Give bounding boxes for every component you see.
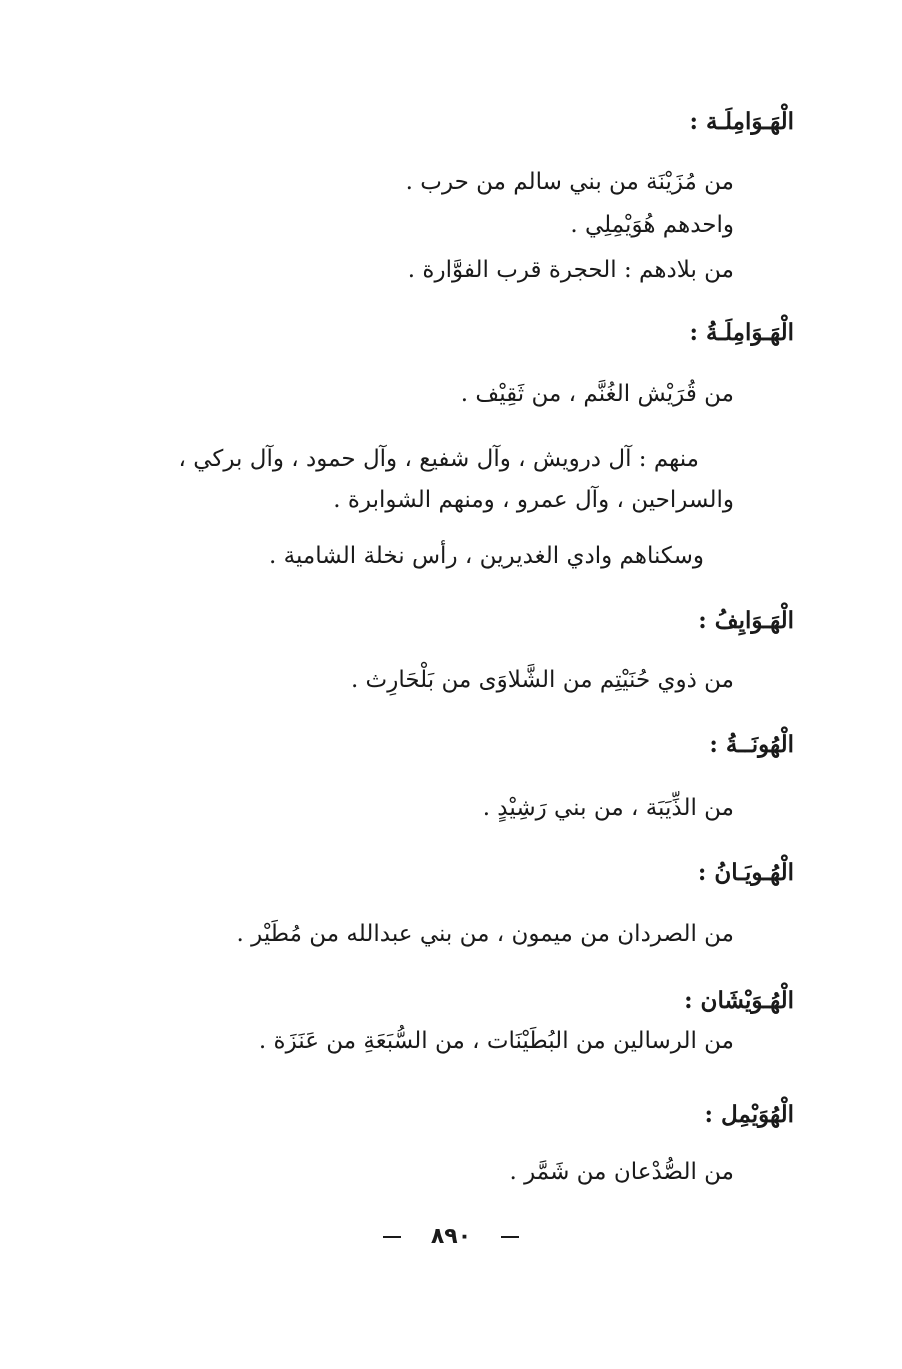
page-number: ٨٩٠ bbox=[430, 1224, 472, 1249]
entry-line: وسكناهم وادي الغديرين ، رأس نخلة الشامية . bbox=[269, 543, 704, 569]
entry-heading: الْهُـوَيْشَان : bbox=[684, 987, 794, 1014]
entry-line: والسراحين ، وآل عمرو ، ومنهم الشوابرة . bbox=[333, 487, 734, 513]
entry-heading: الْهَـوَامِلَـةُ : bbox=[689, 319, 794, 346]
entry-line: من الرسالين من البُطَيْنَات ، من السُّبَعَةِ من عَنَزَة . bbox=[258, 1028, 734, 1054]
entry-line: من الصُّدْعان من شَمَّر . bbox=[509, 1159, 734, 1185]
entry-heading: الْهُوَيْمِل : bbox=[704, 1101, 794, 1128]
dash-left bbox=[383, 1236, 401, 1238]
entry-line: منهم : آل درويش ، وآل شفيع ، وآل حمود ، وآل بركي ، bbox=[178, 446, 699, 472]
entry-line: من مُزَيْنَة من بني سالم من حرب . bbox=[405, 169, 734, 195]
entry-heading: الْهَـوَامِلَـة : bbox=[689, 108, 794, 135]
page-number-footer bbox=[0, 1224, 902, 1249]
entry-line: من الصردان من ميمون ، من بني عبدالله من مُطَيْر . bbox=[236, 921, 734, 947]
entry-line: من بلادهم : الحجرة قرب الفوَّارة . bbox=[407, 257, 734, 283]
entry-heading: الْهَـوَايِفُ : bbox=[698, 607, 794, 634]
entry-line: من قُرَيْش الغُنَّم ، من ثَقِيْف . bbox=[460, 381, 734, 407]
entry-line: واحدهم هُوَيْمِلِي . bbox=[570, 212, 734, 238]
entry-line: من الذِّيَبَة ، من بني رَشِيْدٍ . bbox=[482, 795, 734, 821]
dash-right bbox=[501, 1236, 519, 1238]
entry-heading: الْهُـويَـانُ : bbox=[697, 859, 794, 886]
entry-line: من ذوي حُنَيْتِم من الشَّلاوَى من بَلْحَارِث . bbox=[350, 667, 734, 693]
entry-heading: الْهُونَــةُ : bbox=[709, 731, 794, 758]
